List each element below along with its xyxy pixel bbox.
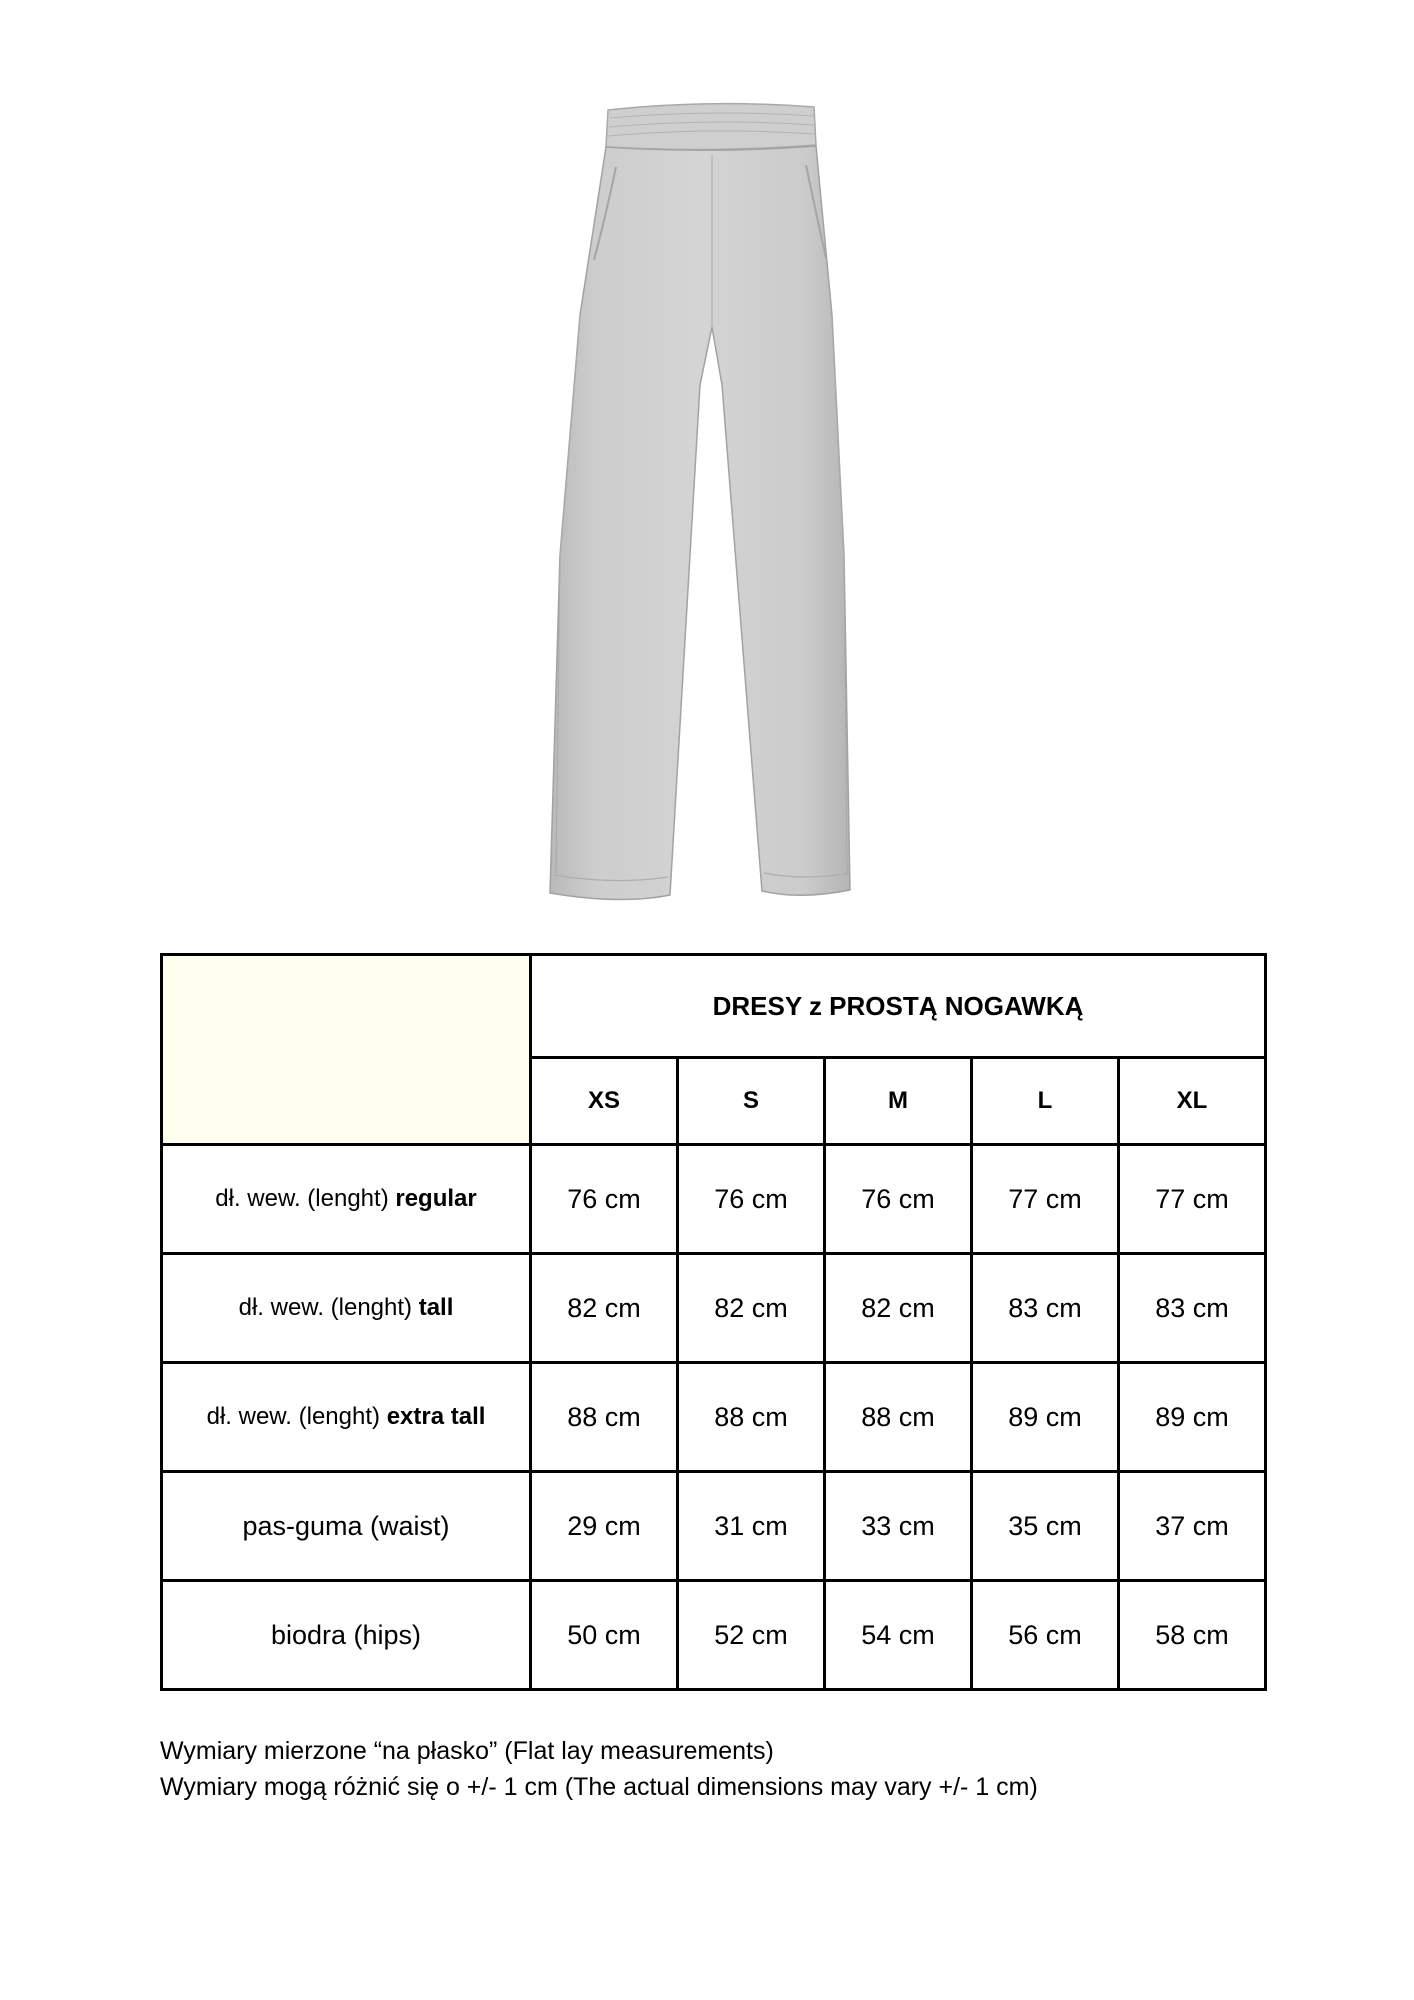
measurement-cell: 88 cm xyxy=(825,1363,972,1472)
row-label-bold: regular xyxy=(395,1185,477,1212)
measurement-cell: 76 cm xyxy=(825,1145,972,1254)
measurement-cell: 77 cm xyxy=(1119,1145,1266,1254)
measurement-cell: 82 cm xyxy=(825,1254,972,1363)
row-label xyxy=(162,1145,531,1254)
measurement-cell: 76 cm xyxy=(531,1145,678,1254)
row-label-bold: tall xyxy=(418,1294,454,1321)
row-label: biodra (hips) xyxy=(162,1581,531,1690)
table-row xyxy=(162,1363,1266,1472)
measurement-cell: 31 cm xyxy=(678,1472,825,1581)
measurement-cell: 89 cm xyxy=(972,1363,1119,1472)
size-header: M xyxy=(825,1058,972,1145)
measurement-cell: 77 cm xyxy=(972,1145,1119,1254)
measurement-cell: 83 cm xyxy=(1119,1254,1266,1363)
measurement-cell: 58 cm xyxy=(1119,1581,1266,1690)
measurement-cell: 29 cm xyxy=(531,1472,678,1581)
row-label xyxy=(162,1254,531,1363)
row-label: pas-guma (waist) xyxy=(162,1472,531,1581)
measurement-cell: 88 cm xyxy=(678,1363,825,1472)
size-header: XS xyxy=(531,1058,678,1145)
size-header: L xyxy=(972,1058,1119,1145)
measurement-cell: 82 cm xyxy=(531,1254,678,1363)
note-tolerance: Wymiary mogą różnić się o +/- 1 cm (The actual dimensions may vary +/- 1 cm) xyxy=(160,1773,1038,1801)
measurement-cell: 54 cm xyxy=(825,1581,972,1690)
measurement-cell: 83 cm xyxy=(972,1254,1119,1363)
measurement-cell: 33 cm xyxy=(825,1472,972,1581)
measurement-cell: 89 cm xyxy=(1119,1363,1266,1472)
row-label xyxy=(162,1363,531,1472)
size-header: XL xyxy=(1119,1058,1266,1145)
measurement-cell: 56 cm xyxy=(972,1581,1119,1690)
measurement-cell: 50 cm xyxy=(531,1581,678,1690)
measurement-cell: 82 cm xyxy=(678,1254,825,1363)
measurement-cell: 37 cm xyxy=(1119,1472,1266,1581)
size-chart-table xyxy=(160,953,1267,1691)
measurement-notes xyxy=(160,1733,1260,1805)
row-label-text: dł. wew. (lenght) xyxy=(238,1294,419,1321)
table-row xyxy=(162,1145,1266,1254)
size-header: S xyxy=(678,1058,825,1145)
row-label-text: dł. wew. (lenght) xyxy=(215,1185,396,1212)
measurement-cell: 35 cm xyxy=(972,1472,1119,1581)
table-title-row xyxy=(162,955,1266,1058)
table-row xyxy=(162,1472,1266,1581)
row-label-text: dł. wew. (lenght) xyxy=(206,1403,387,1430)
table-row xyxy=(162,1254,1266,1363)
measurement-cell: 88 cm xyxy=(531,1363,678,1472)
table-row xyxy=(162,1581,1266,1690)
note-flat-lay: Wymiary mierzone “na płasko” (Flat lay measurements) xyxy=(160,1737,774,1765)
corner-cell xyxy=(162,955,531,1145)
sweatpants-photo xyxy=(410,55,1010,925)
measurement-cell: 52 cm xyxy=(678,1581,825,1690)
row-label-bold: extra tall xyxy=(386,1403,486,1430)
table-title: DRESY z PROSTĄ NOGAWKĄ xyxy=(531,955,1266,1058)
measurement-cell: 76 cm xyxy=(678,1145,825,1254)
